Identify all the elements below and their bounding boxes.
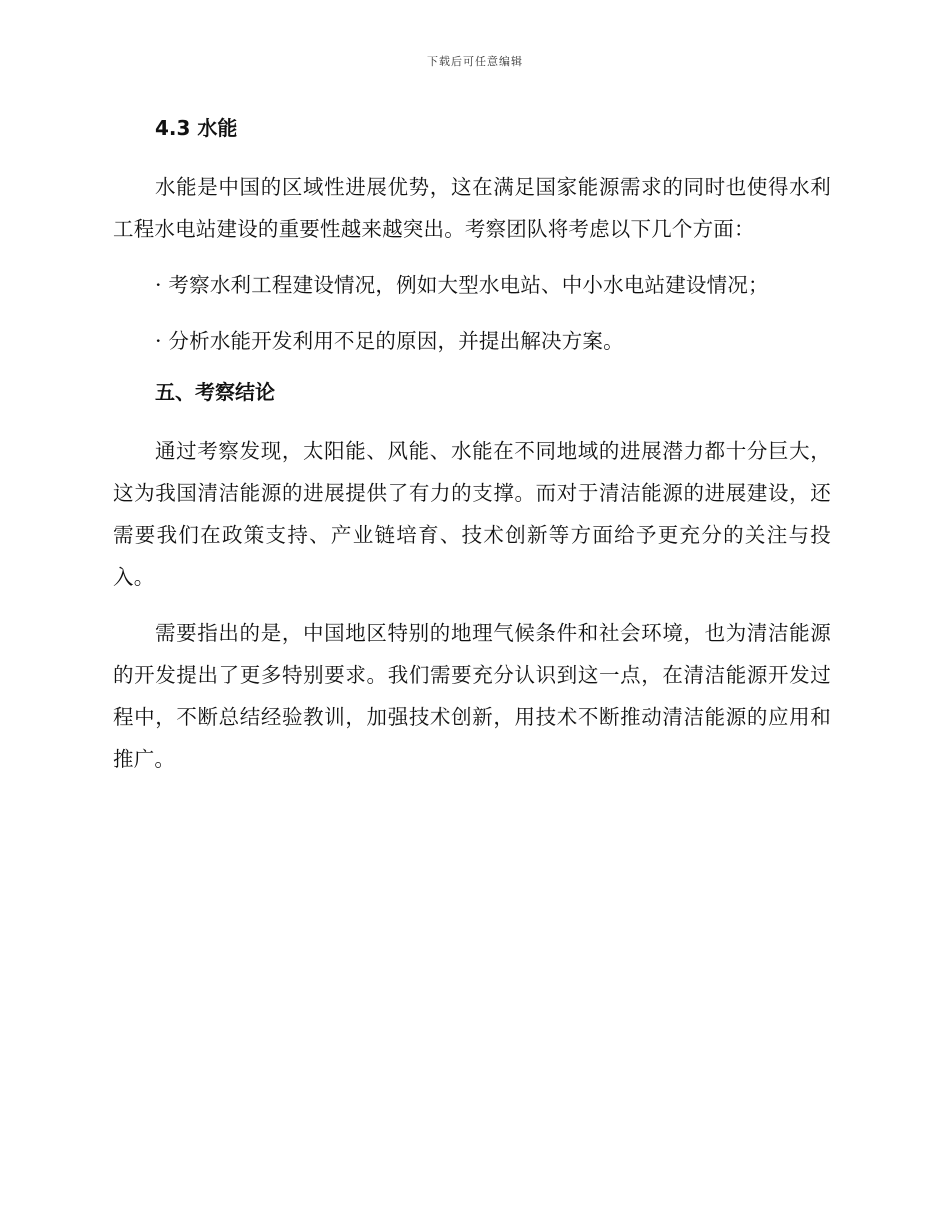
paragraph-conclusion-2: 需要指出的是，中国地区特别的地理气候条件和社会环境，也为清洁能源的开发提出了更多特别要求。我们需要充分认识到这一点，在清洁能源开发过程中，不断总结经验教训，加强技术创新，用技术不断推动清洁能源的应用和推广。 [113,621,831,771]
paragraph-conclusion-1: 通过考察发现，太阳能、风能、水能在不同地域的进展潜力都十分巨大，这为我国清洁能源的进展提供了有力的支撑。而对于清洁能源的进展建设，还需要我们在政策支持、产业链培育、技术创新等方面给予更充分的关注与投入。 [113,439,831,589]
bullet-item-2: · 分析水能开发利用不足的原因，并提出解决方案。 [155,329,624,353]
paragraph-hydropower-intro: 水能是中国的区域性进展优势，这在满足国家能源需求的同时也使得水利工程水电站建设的重要性越来越突出。考察团队将考虑以下几个方面： [113,175,831,241]
section-heading-hydropower: 4.3 水能 [155,116,238,140]
bullet-item-1: · 考察水利工程建设情况，例如大型水电站、中小水电站建设情况； [155,273,769,297]
section-heading-conclusion: 五、考察结论 [155,380,275,404]
document-body [113,112,831,780]
page-header: 下载后可任意编辑 [427,55,523,68]
